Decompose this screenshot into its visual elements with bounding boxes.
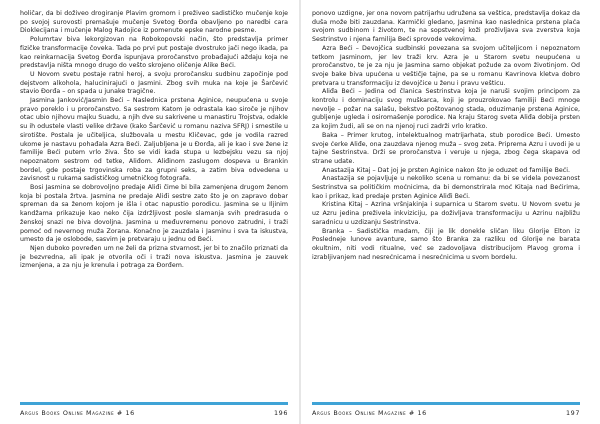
footer-magazine-title: Argus Books Online Magazine # 16 [312, 409, 427, 417]
paragraph: Jasmina Janković/Jasmin Beći – Naslednica prstena Aginice, neupućena u svoje pravo poreklo i u proročanstvo. Sa sestrom Katom je odrastala kao siroče je njihov otac ubio njihovu majku Suadu, a njih dve su sakrivene u manastiru Trojstva, odakle su ih odustele vlasti velike države (kako Šarčević u romanu naziva SFRJ) i smestile u sirotište. Postala je učiteljica, službovala u mestu Kličevac, gde je vodila razred ukome je nastavu pohađala Azra Beći. Zaljubljena je u Đorđa, ali je kao i sve žene iz familije Beći putem vrlo živa. Što se vidi kada stupa u lezbejsku vezu sa njoj nepoznatom sestrom od tetke, Aliđom. Aliđinom zaslugom dospeva u Brankin bordel, gde postaje trgovinska roba za grupni seks, a zatim biva odvedena u zavisnost u rukama sadističkog umetničkog fotografa. [20, 97, 288, 183]
page-number: 196 [274, 409, 288, 417]
paragraph: Kristina Kitaj – Azrina vršnjakinja i suparnica u Starom svetu. U Novom svetu je uz Azru jedina preživela inkviziciju, pa doživljava transformaciju u Azrinu najbližu saradnicu u uzdizanju Sestrinstva. [312, 201, 580, 226]
paragraph: Azra Beći – Devojčica sudbinski povezana sa svojom učiteljicom i nepoznatom tetkom Jasminom, jer lev traži krv. Azra je u Starom svetu neupućena u proročanstvo, te je za nju je Jasmina samo objekat požude za ovom životinjom. Od svoje bake biva upućena u veštičje tajne, pa se u romanu Kavrinova kletva dobro pretvara u transformaciju iz devojčice u ženu i pravu vešticu. [312, 44, 580, 87]
paragraph: Njen duboko povređen um ne želi da prizna stvarnost, jer bi to značilo priznati da je bezvredna, ali ipak je otvorila oči i traži nova iskustva. Jasmina je zauvek izmenjena, a za nju je krenula i potraga za Đorđem. [20, 244, 288, 270]
page-number: 197 [566, 409, 580, 417]
paragraph: Bosi Jasmina se dobrovoljno predaje Aliđi čime bi bila zamenjena drugom ženom koja bi postala žrtva. Jasmina ne predaje Aliđi sestre zato što je on zapravo dobar spreman da sa ženom kojom je išla i otac napustio porodicu. Jasmina se u Iljinim kandžama prikazuje kao neko čija izdržljivost posle slamanja svih predrasuda o ženskoj snazi ne biva dovoljna. Jasmina u međuvremenu ponovo zatrudni, i traži pomoć od nevernog muža Zorana. Konačno je zauzdala i Jasminu i sva ta iskustva, umesto da je oslobode, sasvim je pretvaraju u jednu od Beći. [20, 184, 288, 244]
left-page-body [20, 10, 288, 402]
footer-magazine-title: Argus Books Online Magazine # 16 [20, 409, 135, 417]
footer-rule [312, 402, 580, 405]
paragraph: holičar, da bi doživeo drogiranje Plavim gromom i preživeo sadističko mučenje koje po svojoj surovosti premašuje mučenje Svetog Đorđa obavljeno po naredbi cara Dioklecijana i mučenje Malog Radojice iz pomenute epske narodne pesme. [20, 10, 288, 35]
paragraph: Polumrtav biva lekorgizovan na Robokopovski način, što predstavlja primer fizičke transformacije čoveka. Tada po prvi put postaje dvostruko jači nego ikada, pa kao reinkarnacija Svetog Đorđa ispunjava proročanstvo probađajući aždaju koja ne predstavlja ništa mnogo drugo do vešto skrojeno oličenje Alike Beći. [20, 36, 288, 70]
paragraph: Anastazija Kitaj – Dat joj je prsten Aginice nakon što je oduzet od familije Beći. [322, 166, 571, 174]
paragraph: ponovo uzdigne, jer ona novom patrijarhu udružena sa veštica, predstavlja dokaz da duša može biti zauzdana. Karmički gledano, Jasmina kao naslednica prstena plaća svojom sudbinom i životom, te na sopstvenoj koži proživljava sva zverstva koja Sestrinstvo i njena familija Beći sprovode vekovima. [312, 10, 580, 44]
paragraph: Branka – Sadistička madam, čiji je lik donekle sličan liku Glorije Elton iz Posledneje lunove avanture, samo što Branka za razliku od Glorije ne barata okultnim, niti vodi ritualne, već se zadovoljava distribucijom Plavog groma i izrabljivanjem nad nesrećnicama i nesrećnicima u svom bordelu. [312, 227, 580, 261]
paragraph: U Novom svetu postaje ratni heroj, a svoju proročansku sudbinu započinje pod dejstvom alkohola, halucinirajući o Jasmini. Zbog svih muka na koje je Šarčević stavio Đorđa – on spada u junake tragične. [20, 70, 288, 96]
left-page-footer [20, 402, 288, 424]
paragraph: Anastazija se pojavljuje u nekoliko scena u romanu: da bi se videla povezanost Sestrinstva sa političkim moćnicima, da bi demonstrirala moć Kitaja nad Bećirima, kao i prikaz, kad predaje prsten Aginice Aliđi Beći. [312, 175, 580, 200]
paragraph: Baka – Primer krutog, intelektualnog matrijarhata, stub porodice Beći. Umesto svoje ćerke Aliđe, ona zauzdava njenog muža – svog zeta. Priprema Azru i uvodi je u tajne Sestrinstva. Drži se proročanstva i veruje u njega, zbog čega skapava od strane udate. [312, 131, 580, 165]
right-page-body [312, 10, 580, 402]
right-page-footer [312, 402, 580, 424]
paragraph: Aliđa Beći – Jedina od članica Sestrinstva koja je naruši svojim principom za kontrolu i dominaciju svog muškarca, koji je prouzrokovao familiji Beći mnoge nevolje – požar na salašu, bekstvo poštovanog stada, oduzimanje prstena Aginice, gubljenje ugleda i osiromašenje porodice. Na kraju Starog sveta Aliđa dobija prsten za kojim žudi, ali se on na njenoj ruci zadrži vrlo kratko. [312, 88, 580, 131]
right-page [300, 0, 600, 424]
footer-rule [20, 402, 288, 405]
